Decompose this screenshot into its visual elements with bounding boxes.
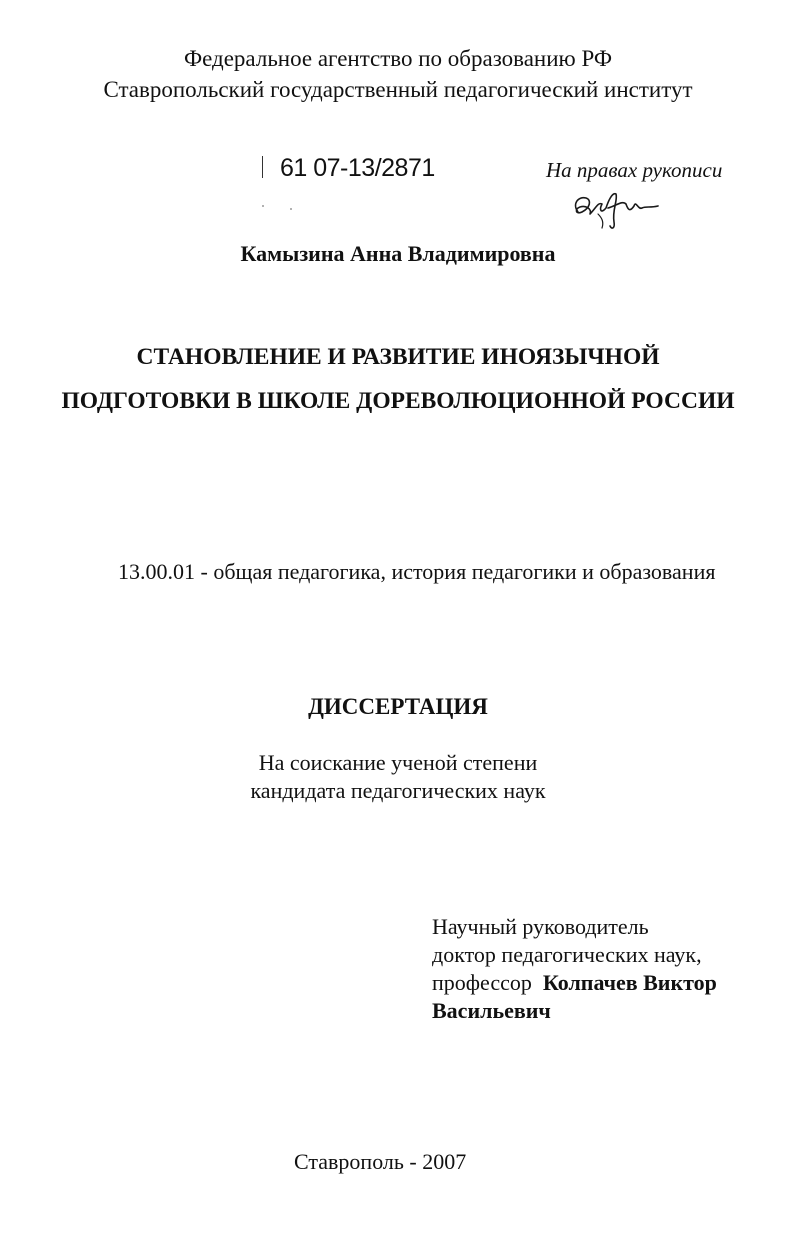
degree-line-1: На соискание ученой степени bbox=[258, 750, 538, 775]
institute-name: Ставропольский государственный педагогический институт bbox=[103, 77, 693, 102]
supervisor-degree: доктор педагогических наук, bbox=[432, 942, 702, 967]
scan-speck bbox=[290, 208, 292, 210]
supervisor-position: профессор bbox=[432, 970, 532, 995]
scan-speck bbox=[262, 205, 264, 207]
rights-note: На правах рукописи bbox=[546, 158, 723, 182]
agency-name: Федеральное агентство по образованию РФ bbox=[183, 46, 613, 71]
library-stamp-number: 61 07-13/2871 bbox=[280, 154, 435, 182]
supervisor-position-line bbox=[432, 970, 717, 996]
document-type: ДИССЕРТАЦИЯ bbox=[308, 694, 488, 719]
supervisor-name-first: Колпачев Виктор bbox=[542, 970, 717, 995]
supervisor-name-second: Васильевич bbox=[432, 998, 551, 1023]
supervisor-role: Научный руководитель bbox=[432, 914, 649, 939]
degree-line-2: кандидата педагогических наук bbox=[250, 778, 546, 803]
author-signature bbox=[568, 188, 664, 234]
stamp-bar bbox=[262, 156, 263, 178]
specialty-code: 13.00.01 - общая педагогика, история педагогики и образования bbox=[118, 559, 716, 584]
thesis-title-line-1: СТАНОВЛЕНИЕ И РАЗВИТИЕ ИНОЯЗЫЧНОЙ bbox=[136, 344, 660, 370]
city-year: Ставрополь - 2007 bbox=[294, 1149, 467, 1174]
thesis-title-line-2: ПОДГОТОВКИ В ШКОЛЕ ДОРЕВОЛЮЦИОННОЙ РОССИИ bbox=[61, 388, 735, 414]
author-name: Камызина Анна Владимировна bbox=[240, 241, 556, 266]
